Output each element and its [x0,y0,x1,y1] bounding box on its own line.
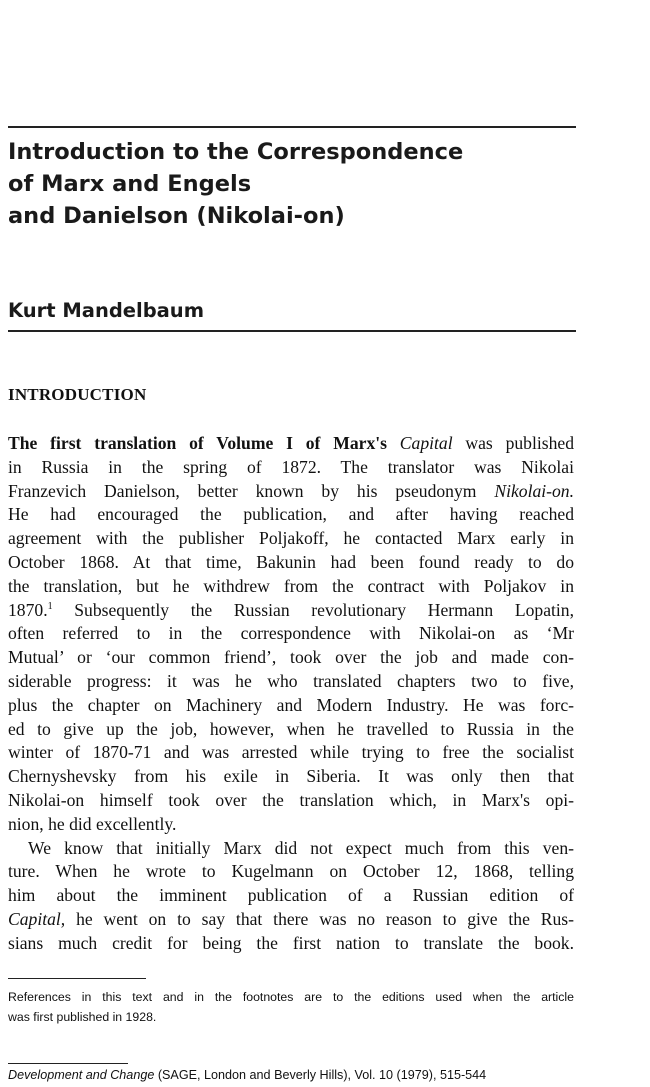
text-line: He had encouraged the publication, and after having reached [8,504,574,525]
italic-title: Capital [399,433,453,453]
text-line: Mutual’ or ‘our common friend’, took over the job and made con- [8,647,574,668]
text-line: plus the chapter on Machinery and Modern Industry. He was forc- [8,694,574,715]
italic-pseudonym: Nikolai-on. [494,480,574,501]
text-line: Capital, he went on to say that there was no reason to give the Rus- [8,908,574,929]
text-line: nion, he did excellently. [8,813,177,834]
title-line: Introduction to the Correspondence [8,139,464,165]
text-line: winter of 1870-71 and was arrested while trying to free the socialist [8,742,574,763]
italic-title: Capital, [8,908,66,929]
article-title [8,136,588,232]
text-line: in Russia in the spring of 1872. The translator was Nikolai [8,456,574,477]
journal-citation [8,1066,574,1084]
text-line: Nikolai-on himself took over the translation which, in Marx's opi- [8,789,574,810]
text-line: ed to give up the job, however, when he travelled to Russia in the [8,718,574,739]
text-line: siderable progress: it was he who translated chapters two to five, [8,670,574,691]
footnote-rule [8,978,146,979]
text-line: sians much credit for being the first nation to translate the book. [8,932,574,953]
text-line: ture. When he wrote to Kugelmann on October 12, 1868, telling [8,861,574,882]
footnote-marker: 1 [47,600,53,612]
text-line: The first translation of Volume I of Marx's Capital was published [8,433,574,453]
text-line: the translation, but he withdrew from the contract with Poljakov in [8,575,574,596]
bold-lead-in: The first translation of Volume I of Marx's [8,433,387,453]
text-line: 1870.$^1$ Subsequently the Russian revolutionary Hermann Lopatin, [8,599,574,620]
text-line: Franzevich Danielson, better known by his pseudonym Nikolai-on. [8,480,574,501]
footnote-line: was first published in 1928. [8,1010,157,1024]
footnote-line: References in this text and in the footnotes are to the editions used when the article [8,990,574,1004]
journal-name: Development and Change [8,1068,155,1082]
section-heading: INTRODUCTION [8,385,147,404]
text-line: often referred to in the correspondence with Nikolai-on as ‘Mr [8,623,574,644]
title-line: and Danielson (Nikolai-on) [8,203,345,229]
journal-details: (SAGE, London and Beverly Hills), Vol. 10 (1979), 515-544 [154,1068,487,1082]
top-rule [8,126,576,128]
title-line: of Marx and Engels [8,171,252,197]
text-line: him about the imminent publication of a Russian edition of [8,885,574,906]
text-line: Chernyshevsky from his exile in Siberia. It was only then that [8,766,574,787]
body-text [8,432,574,956]
journal-rule [8,1063,128,1064]
text-line: agreement with the publisher Poljakoff, he contacted Marx early in [8,528,574,549]
author-rule [8,330,576,332]
text-line: October 1868. At that time, Bakunin had been found ready to do [8,551,574,572]
footnote [8,987,574,1027]
author-name: Kurt Mandelbaum [8,299,205,322]
text-line: We know that initially Marx did not expect much from this ven- [28,837,574,858]
